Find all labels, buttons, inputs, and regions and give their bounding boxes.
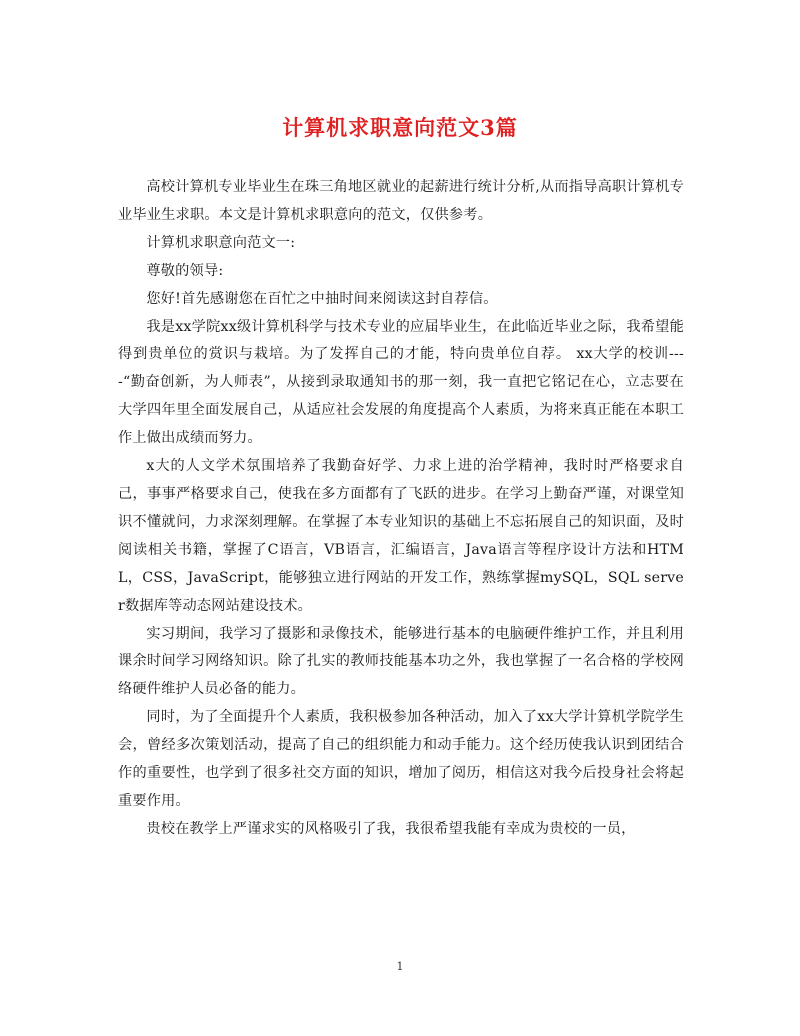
paragraph-activities: 同时，为了全面提升个人素质，我积极参加各种活动，加入了xx大学计算机学院学生会，曾经多次策划活动，提高了自己的组织能力和动手能力。这个经历使我认识到团结合作的重要性，也学到了很多社交方面的知识，增加了阅历，相信这对我今后投身社会将起重要作用。 [118, 709, 684, 809]
document-body [118, 174, 684, 844]
paragraph-self-introduction: 我是xx学院xx级计算机科学与技术专业的应届毕业生，在此临近毕业之际，我希望能得到贵单位的赏识与栽培。为了发挥自己的才能，特向贵单位自荐。 xx大学的校训----“勤奋创新，为人师表”，从接到录取通知书的那一刻，我一直把它铭记在心，立志要在大学四年里全面发展自己，从适应社会发展的角度提高个人素质，为将来真正能在本职工作上做出成绩而努力。 [118, 318, 684, 447]
paragraph-study: x大的人文学术氛围培养了我勤奋好学、力求上进的治学精神，我时时严格要求自己，事事严格要求自己，使我在多方面都有了飞跃的进步。在学习上勤奋严谨，对课堂知识不懂就问，力求深刻理解。在掌握了本专业知识的基础上不忘拓展自己的知识面，及时阅读相关书籍，掌握了C语言，VB语言，汇编语言，Java语言等程序设计方法和HTML，CSS，JavaScript，能够独立进行网站的开发工作，熟练掌握mySQL，SQL server数据库等动态网站建设技术。 [118, 458, 684, 614]
paragraph-intro: 高校计算机专业毕业生在珠三角地区就业的起薪进行统计分析,从而指导高职计算机专业毕业生求职。本文是计算机求职意向的范文，仅供参考。 [118, 179, 684, 223]
paragraph-greeting: 您好!首先感谢您在百忙之中抽时间来阅读这封自荐信。 [146, 290, 498, 307]
paragraph-section-heading: 计算机求职意向范文一: [146, 234, 296, 251]
paragraph-closing: 贵校在教学上严谨求实的风格吸引了我，我很希望我能有幸成为贵校的一员， [146, 820, 636, 837]
paragraph-internship: 实习期间，我学习了摄影和录像技术，能够进行基本的电脑硬件维护工作，并且利用课余时间学习网络知识。除了扎实的教师技能基本功之外，我也掌握了一名合格的学校网络硬件维护人员必备的能力。 [118, 625, 684, 698]
page-number: 1 [396, 960, 404, 973]
paragraph-salutation: 尊敬的领导: [146, 262, 224, 279]
document-title: 计算机求职意向范文3篇 [282, 115, 518, 140]
